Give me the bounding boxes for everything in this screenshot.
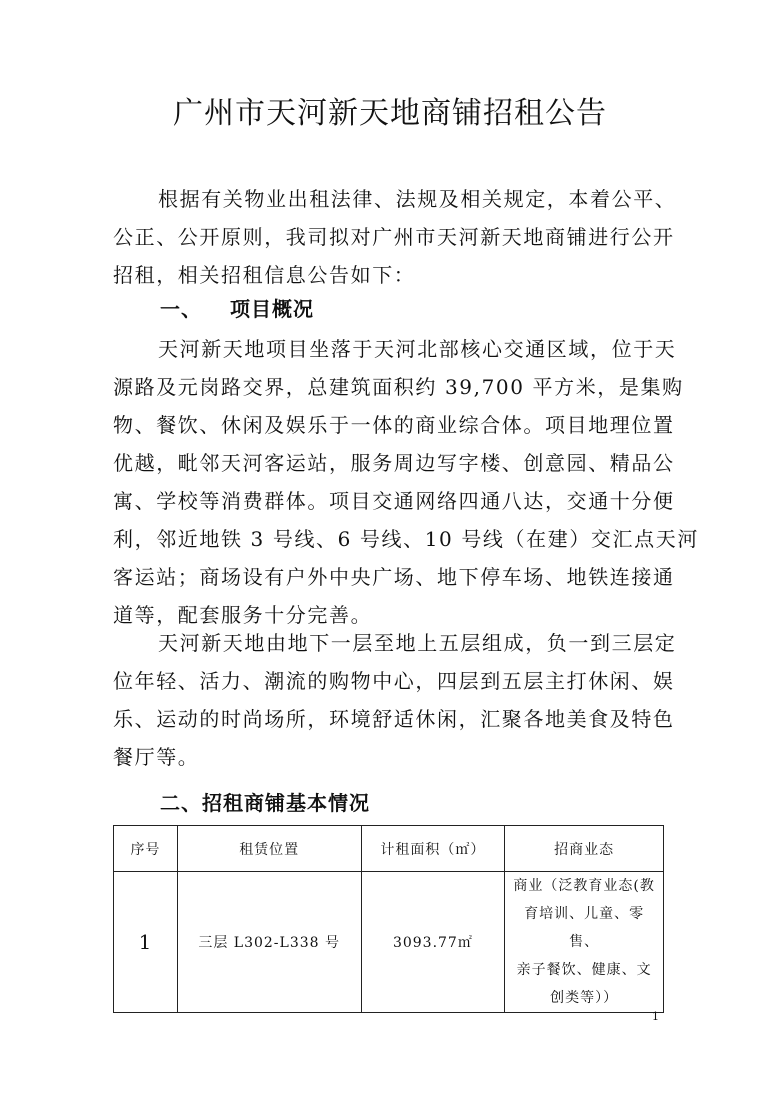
paragraph-line: 乐、运动的时尚场所，环境舒适休闲，汇聚各地美食及特色: [113, 707, 675, 731]
paragraph-line: 天河新天地项目坐落于天河北部核心交通区域，位于天: [158, 337, 677, 361]
section-heading-1: [160, 290, 314, 328]
header-cell-area: 计租面积（㎡）: [361, 826, 505, 872]
overview-paragraph-2: [113, 624, 677, 776]
section-heading-2: [160, 784, 370, 822]
rental-table: [113, 825, 664, 1013]
paragraph-line: 源路及元岗路交界，总建筑面积约 39,700 平方米，是集购: [113, 375, 684, 399]
paragraph-line: 道等，配套服务十分完善。: [113, 603, 373, 627]
header-cell-location: 租赁位置: [177, 826, 361, 872]
cell-area: 3093.77㎡: [361, 872, 505, 1013]
header-cell-format: 招商业态: [505, 826, 664, 872]
table-header-row: [114, 826, 664, 872]
header-cell-no: 序号: [114, 826, 178, 872]
paragraph-line: 餐厅等。: [113, 745, 200, 769]
paragraph-line: 利，邻近地铁 3 号线、6 号线、10 号线（在建）交汇点天河: [113, 527, 699, 551]
overview-paragraph-1: [113, 330, 699, 634]
paragraph-line: 天河新天地由地下一层至地上五层组成，负一到三层定: [158, 631, 677, 655]
table-row: [114, 872, 664, 1013]
paragraph-line: 客运站；商场设有户外中央广场、地下停车场、地铁连接通: [113, 565, 675, 589]
section-number: 一、: [160, 297, 202, 321]
paragraph-line: 寓、学校等消费群体。项目交通网络四通八达，交通十分便: [113, 489, 675, 513]
format-line: 育培训、儿童、零售、: [524, 906, 645, 950]
page-title: 广州市天河新天地商铺招租公告: [173, 96, 607, 131]
paragraph-line: 优越，毗邻天河客运站，服务周边写字楼、创意园、精品公: [113, 451, 675, 475]
section-title: 二、招租商铺基本情况: [160, 791, 370, 815]
format-line: 亲子餐饮、健康、文: [516, 962, 652, 978]
section-title: 项目概况: [230, 297, 314, 321]
cell-no: 1: [114, 872, 178, 1013]
cell-location: 三层 L302-L338 号: [177, 872, 361, 1013]
paragraph-line: 位年轻、活力、潮流的购物中心，四层到五层主打休闲、娱: [113, 669, 675, 693]
cell-format: [505, 872, 664, 1013]
format-line: 创类等））: [550, 990, 619, 1006]
intro-line: 公正、公开原则，我司拟对广州市天河新天地商铺进行公开: [113, 225, 675, 249]
intro-line: 招租，相关招租信息公告如下：: [113, 263, 416, 287]
format-line: 商业（泛教育业态(教: [513, 878, 655, 894]
page-number: 1: [652, 1010, 659, 1023]
intro-line: 根据有关物业出租法律、法规及相关规定，本着公平、: [158, 187, 677, 211]
intro-paragraph: [113, 180, 677, 294]
paragraph-line: 物、餐饮、休闲及娱乐于一体的商业综合体。项目地理位置: [113, 413, 675, 437]
